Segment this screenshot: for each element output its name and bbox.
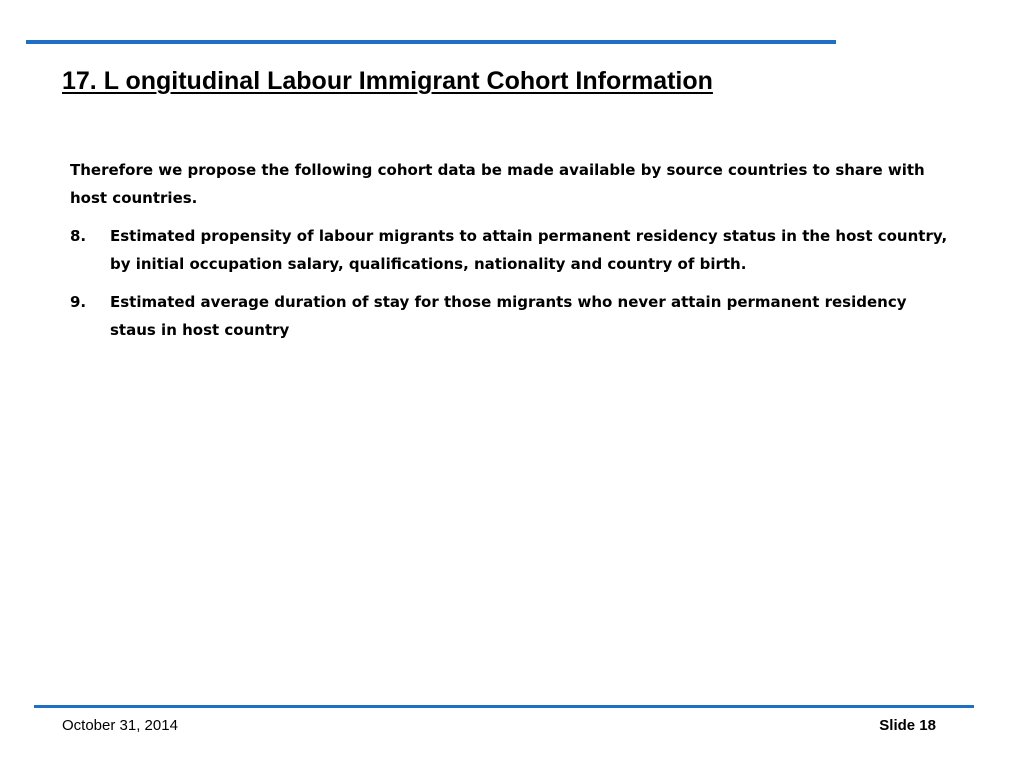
- footer-divider: [34, 705, 974, 708]
- top-divider: [26, 40, 836, 44]
- list-item: [70, 288, 950, 344]
- list-item-number: 8.: [70, 227, 87, 245]
- list-item-text: Estimated propensity of labour migrants to attain permanent residency status in the host country, by initial occupation salary, qualifications, nationality and country of birth.: [110, 227, 948, 273]
- intro-paragraph: Therefore we propose the following cohort data be made available by source countries to share with host countries.: [70, 161, 925, 207]
- slide-number: Slide 18: [879, 717, 936, 734]
- list-item-number: 9.: [70, 293, 87, 311]
- slide-title: 17. L ongitudinal Labour Immigrant Cohort Information: [62, 67, 713, 95]
- footer-date: October 31, 2014: [62, 717, 178, 734]
- list-item: [70, 222, 950, 278]
- slide-body: [70, 156, 950, 354]
- list-item-text: Estimated average duration of stay for those migrants who never attain permanent residency staus in host country: [110, 293, 907, 339]
